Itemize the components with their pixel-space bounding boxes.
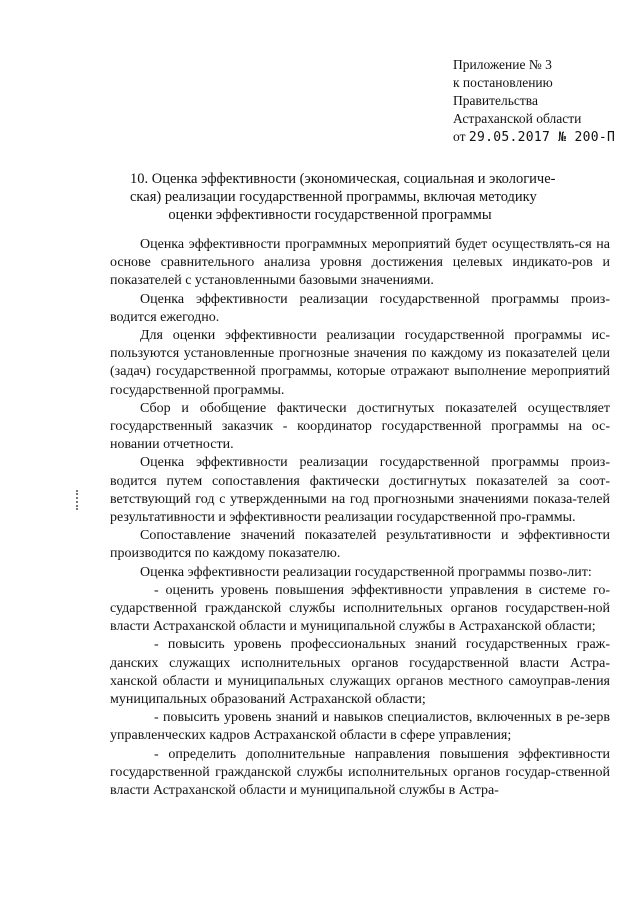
margin-mark [76,490,81,510]
paragraph: Оценка эффективности реализации государственной программы произ-водится ежегодно. [110,291,610,325]
appendix-date-number: 29.05.2017 № 200-П [468,130,616,145]
list-item: - повысить уровень профессиональных знаний государственных граж-данских служащих исполнительных органов государственной власти Астра-ханской области и муниципальных служащих органов местного самоуправ-ления муниципальных образований Астраханской области; [110,637,610,708]
appendix-to-resolution: к постановлению [453,75,553,90]
list-item: - оценить уровень повышения эффективности управления в системе го-сударственной гражданской службы исполнительных органов государствен-ной власти Астраханской области и муниципальной службы в Астраханской области; [110,582,610,635]
appendix-number: Приложение № 3 [453,57,552,72]
list-item: - определить дополнительные направления повышения эффективности государственной гражданской службы исполнительных органов государ-ственной власти Астраханской области и муниципальной службы в Астра- [110,746,610,799]
paragraph: Оценка эффективности программных мероприятий будет осуществлять-ся на основе сравнительного анализа уровня достижения целевых индикато-ров и показателей с установленными базовыми значениями. [110,237,610,289]
appendix-header [453,56,615,147]
section-title [130,170,556,224]
paragraph: Оценка эффективности реализации государственной программы позво-лит: [140,564,592,580]
appendix-region: Астраханской области [453,111,582,126]
section-title-line-2: ская) реализации государственной программы, включая методику [130,189,537,205]
appendix-from: от [453,129,466,144]
appendix-date-line [453,128,615,147]
appendix-government: Правительства [453,93,538,108]
section-title-line-1: 10. Оценка эффективности (экономическая, социальная и экологиче- [130,171,556,187]
paragraph: Сопоставление значений показателей результативности и эффективности производится по каждому показателю. [110,528,610,562]
paragraph: Для оценки эффективности реализации государственной программы ис-пользуются установленные прогнозные значения по каждому из показателей цели (задач) государственной программы, которые отражают выполнение мероприятий государственной программы. [110,328,610,398]
section-title-line-3: оценки эффективности государственной программы [168,207,492,223]
paragraph: Сбор и обобщение фактически достигнутых показателей осуществляет государственный заказчик - координатор государственной программы на ос-новании отчетности. [110,400,610,453]
paragraph: Оценка эффективности реализации государственной программы произ-водится путем сопоставления фактически достигнутых показателей за соот-ветствующий год с утвержденными на год прогнозными значениями показа-телей результативности и эффективности реализации государственной про-граммы. [110,455,610,526]
list-item: - повысить уровень знаний и навыков специалистов, включенных в ре-зерв управленческих кадров Астраханской области в сфере управления; [110,710,610,744]
document-body [110,236,610,800]
